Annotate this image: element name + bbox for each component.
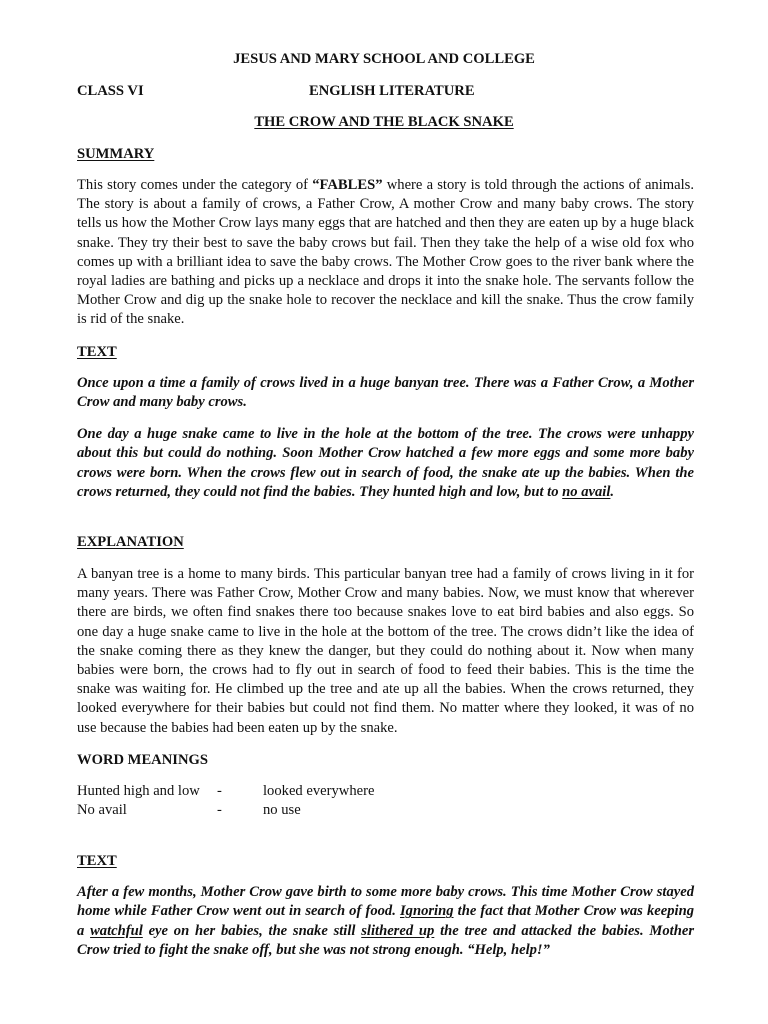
text-paragraph-2-end: . bbox=[610, 484, 615, 501]
text-paragraph-3-part: After a few months, Mother Crow gave birth to some more baby crows. This time Mother Crow stayed home while Father Crow went out in search of food. bbox=[77, 884, 694, 920]
story-title-text: THE CROW AND THE BLACK SNAKE bbox=[254, 114, 514, 130]
word-meanings-heading: WORD MEANINGS bbox=[77, 752, 208, 768]
text-paragraph-1: Once upon a time a family of crows lived in a huge banyan tree. There was a Father Crow, a Mother Crow and many baby crows. bbox=[77, 375, 694, 411]
text-paragraph-3-part: eye on her babies, the snake still bbox=[142, 922, 362, 939]
class-label: CLASS VI bbox=[77, 83, 144, 99]
text-paragraph-3-part: the fact that Mother Crow was keeping a bbox=[77, 903, 694, 939]
text-paragraph-2 bbox=[77, 425, 694, 503]
word-meaning: no use bbox=[263, 802, 301, 818]
word-term: No avail bbox=[77, 802, 127, 818]
summary-text-rest: where a story is told through the actions of animals. The story is about a family of crows, a Father Crow, A mother Crow and many baby crows. The story tells us how the Mother Crow lays many eggs that are hatched and then they are eaten up by a huge black snake. They try their best to save the baby crows but fail. Then they take the help of a wise old fox who comes up with a brilliant idea to save the baby crows. The Mother Crow goes to the river bank where the royal ladies are bathing and picks up a necklace and drops it into the snake hole. The servants follow the Mother Crow and dig up the snake hole to recover the necklace and kill the snake. Thus the crow family is rid of the snake. bbox=[77, 177, 694, 328]
word-dash: - bbox=[217, 802, 222, 818]
explanation-heading: EXPLANATION bbox=[77, 534, 184, 550]
word-dash: - bbox=[217, 783, 222, 799]
story-title bbox=[0, 113, 768, 132]
text-paragraph-3-part: the tree and attacked the babies. Mother Crow tried to fight the snake off, but she was not strong enough. “Help, help!” bbox=[77, 922, 694, 959]
summary-heading: SUMMARY bbox=[77, 146, 155, 162]
subject-label: ENGLISH LITERATURE bbox=[309, 83, 475, 99]
slithered-up-phrase: slithered up bbox=[361, 922, 435, 939]
watchful-word: watchful bbox=[90, 922, 143, 939]
no-avail-phrase: no avail bbox=[562, 484, 611, 501]
summary-paragraph bbox=[77, 176, 694, 330]
text-heading-2: TEXT bbox=[77, 853, 117, 869]
text-heading-1: TEXT bbox=[77, 344, 117, 360]
school-name: JESUS AND MARY SCHOOL AND COLLEGE bbox=[233, 51, 535, 67]
text-paragraph-3 bbox=[77, 883, 694, 961]
text-paragraph-2-body: One day a huge snake came to live in the hole at the bottom of the tree. The crows were unhappy about this but could do nothing. Soon Mother Crow hatched a few more eggs and some more baby crows were born. When the crows flew out in search of food, the snake ate up the babies. When the crows returned, they could not find the babies. They hunted high and low, but to bbox=[77, 426, 694, 501]
ignoring-word: Ignoring bbox=[399, 903, 454, 920]
word-meaning: looked everywhere bbox=[263, 783, 375, 799]
summary-fables-emphasis: “FABLES” bbox=[312, 177, 383, 193]
word-term: Hunted high and low bbox=[77, 783, 200, 799]
explanation-paragraph: A banyan tree is a home to many birds. This particular banyan tree had a family of crows living in it for many years. There was Father Crow, Mother Crow and many babies. Now, we must know that wherever there are birds, we often find snakes there too because snakes love to eat bird babies and also eggs. So one day a huge snake came to live in the hole at the bottom of the tree. The crows didn’t like the idea of the snake coming there as they knew the danger, but they could do nothing about it. Now when many babies were born, the crows had to fly out in search of food to feed their babies. This is the time the snake was waiting for. He climbed up the tree and ate up all the babies. When the crows returned, they looked everywhere for their babies but could not find them. No matter where they looked, it was of no use because the babies had been eaten up by the snake. bbox=[77, 566, 694, 736]
summary-text-start: This story comes under the category of bbox=[77, 177, 313, 193]
